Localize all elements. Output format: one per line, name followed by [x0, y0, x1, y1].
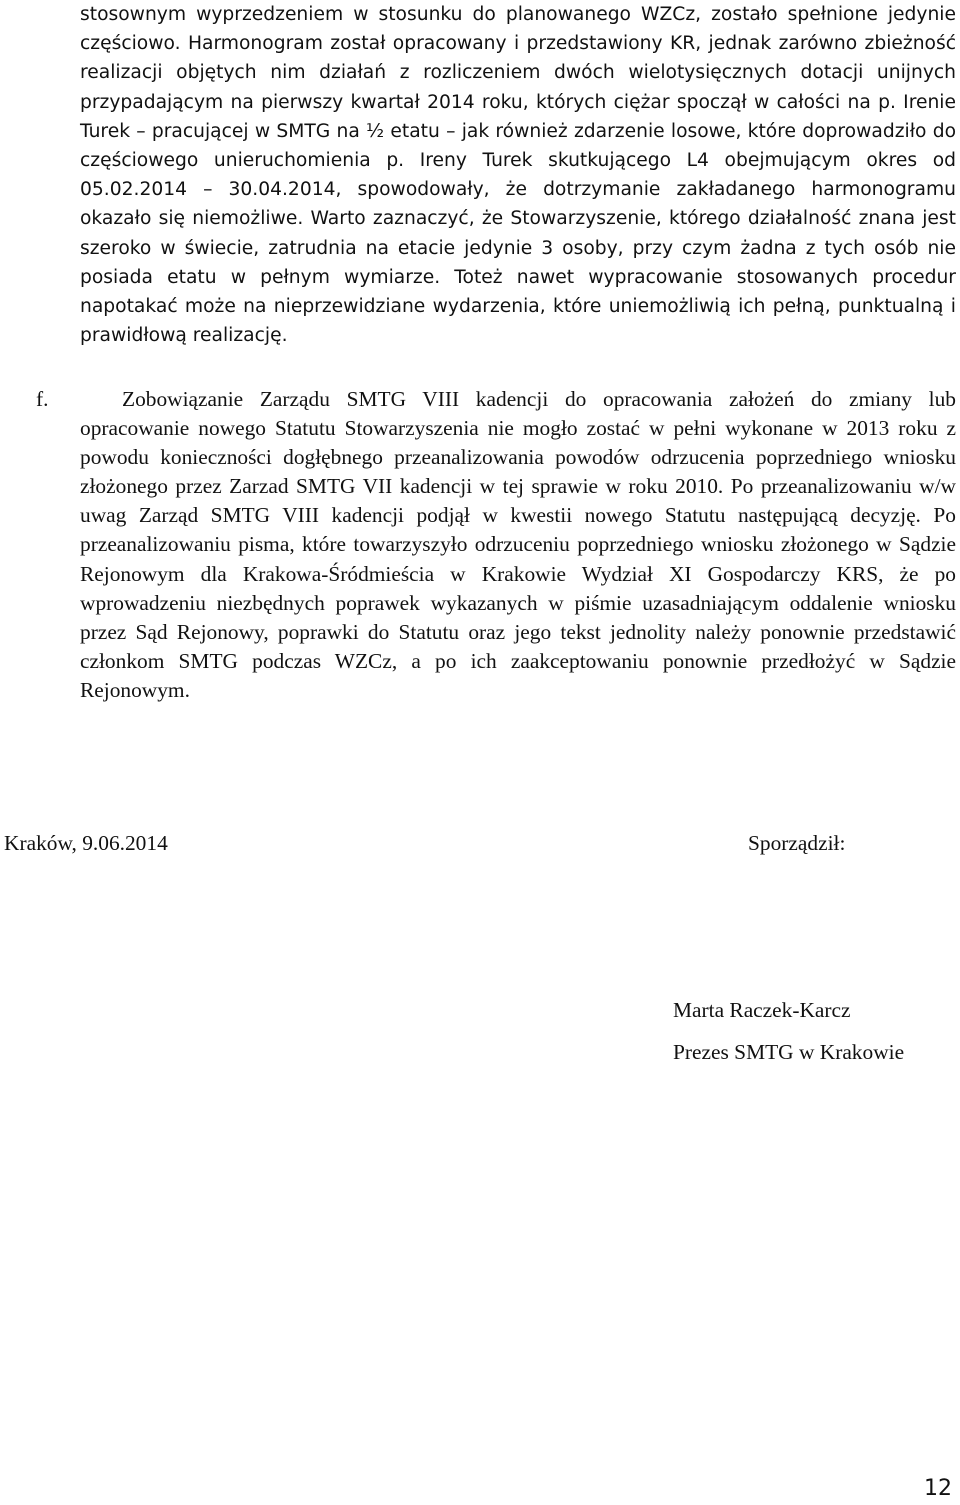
list-item-f [36, 385, 956, 705]
list-item-text: Zobowiązanie Zarządu SMTG VIII kadencji do opracowania założeń do zmiany lub opracowanie nowego Statutu Stowarzyszenia nie mogło zostać w pełni wykonane w 2013 roku z powodu konieczności dogłębnego przeanalizowania powodów odrzucenia poprzedniego wniosku złożonego przez Zarzad SMTG VII kadencji w tej sprawie w roku 2010. Po przeanalizowaniu w/w uwag Zarząd SMTG VIII kadencji podjął w kwestii nowego Statutu następującą decyzję. Po przeanalizowaniu pisma, które towarzyszyło odrzuceniu poprzedniego wniosku złożonego w Sądzie Rejonowym dla Krakowa-Śródmieścia w Krakowie Wydział XI Gospodarczy KRS, że po wprowadzeniu niezbędnych poprawek wykazanych w piśmie uzasadniającym oddalenie wniosku przez Sąd Rejonowy, poprawki do Statutu oraz jego tekst jednolity należy ponownie przedstawić członkom SMTG podczas WZCz, a po ich zaakceptowaniu ponownie przedłożyć w Sądzie Rejonowym. [80, 387, 956, 702]
continuation-paragraph: stosownym wyprzedzeniem w stosunku do planowanego WZCz, zostało spełnione jedynie częściowo. Harmonogram został opracowany i przedstawiony KR, jednak zarówno zbieżność realizacji objętych nim działań z rozliczeniem dwóch wielotysięcznych dotacji unijnych przypadającym na pierwszy kwartał 2014 roku, których ciężar spoczął w całości na p. Irenie Turek – pracującej w SMTG na ½ etatu – jak również zdarzenie losowe, które doprowadziło do częściowego unieruchomienia p. Ireny Turek skutkującego L4 obejmującym okres od 05.02.2014 – 30.04.2014, spowodowały, że dotrzymanie zakładanego harmonogramu okazało się niemożliwe. Warto zaznaczyć, że Stowarzyszenie, którego działalność znana jest szeroko w świecie, zatrudnia na etacie jedynie 3 osoby, przy czym żadna z tych osób nie posiada etatu w pełnym wymiarze. Toteż nawet wypracowanie stosowanych procedur napotakać może na nieprzewidziane wydarzenia, które uniemożliwią ich pełną, punktualną i prawidłową realizację. [80, 4, 956, 347]
signer-name: Marta Raczek-Karcz [673, 998, 851, 1022]
page-number: 12 [924, 1476, 952, 1501]
signer-role: Prezes SMTG w Krakowie [673, 1040, 905, 1064]
place-and-date: Kraków, 9.06.2014 [4, 831, 168, 855]
signed-by-label: Sporządził: [748, 831, 846, 855]
list-marker: f. [36, 387, 49, 411]
